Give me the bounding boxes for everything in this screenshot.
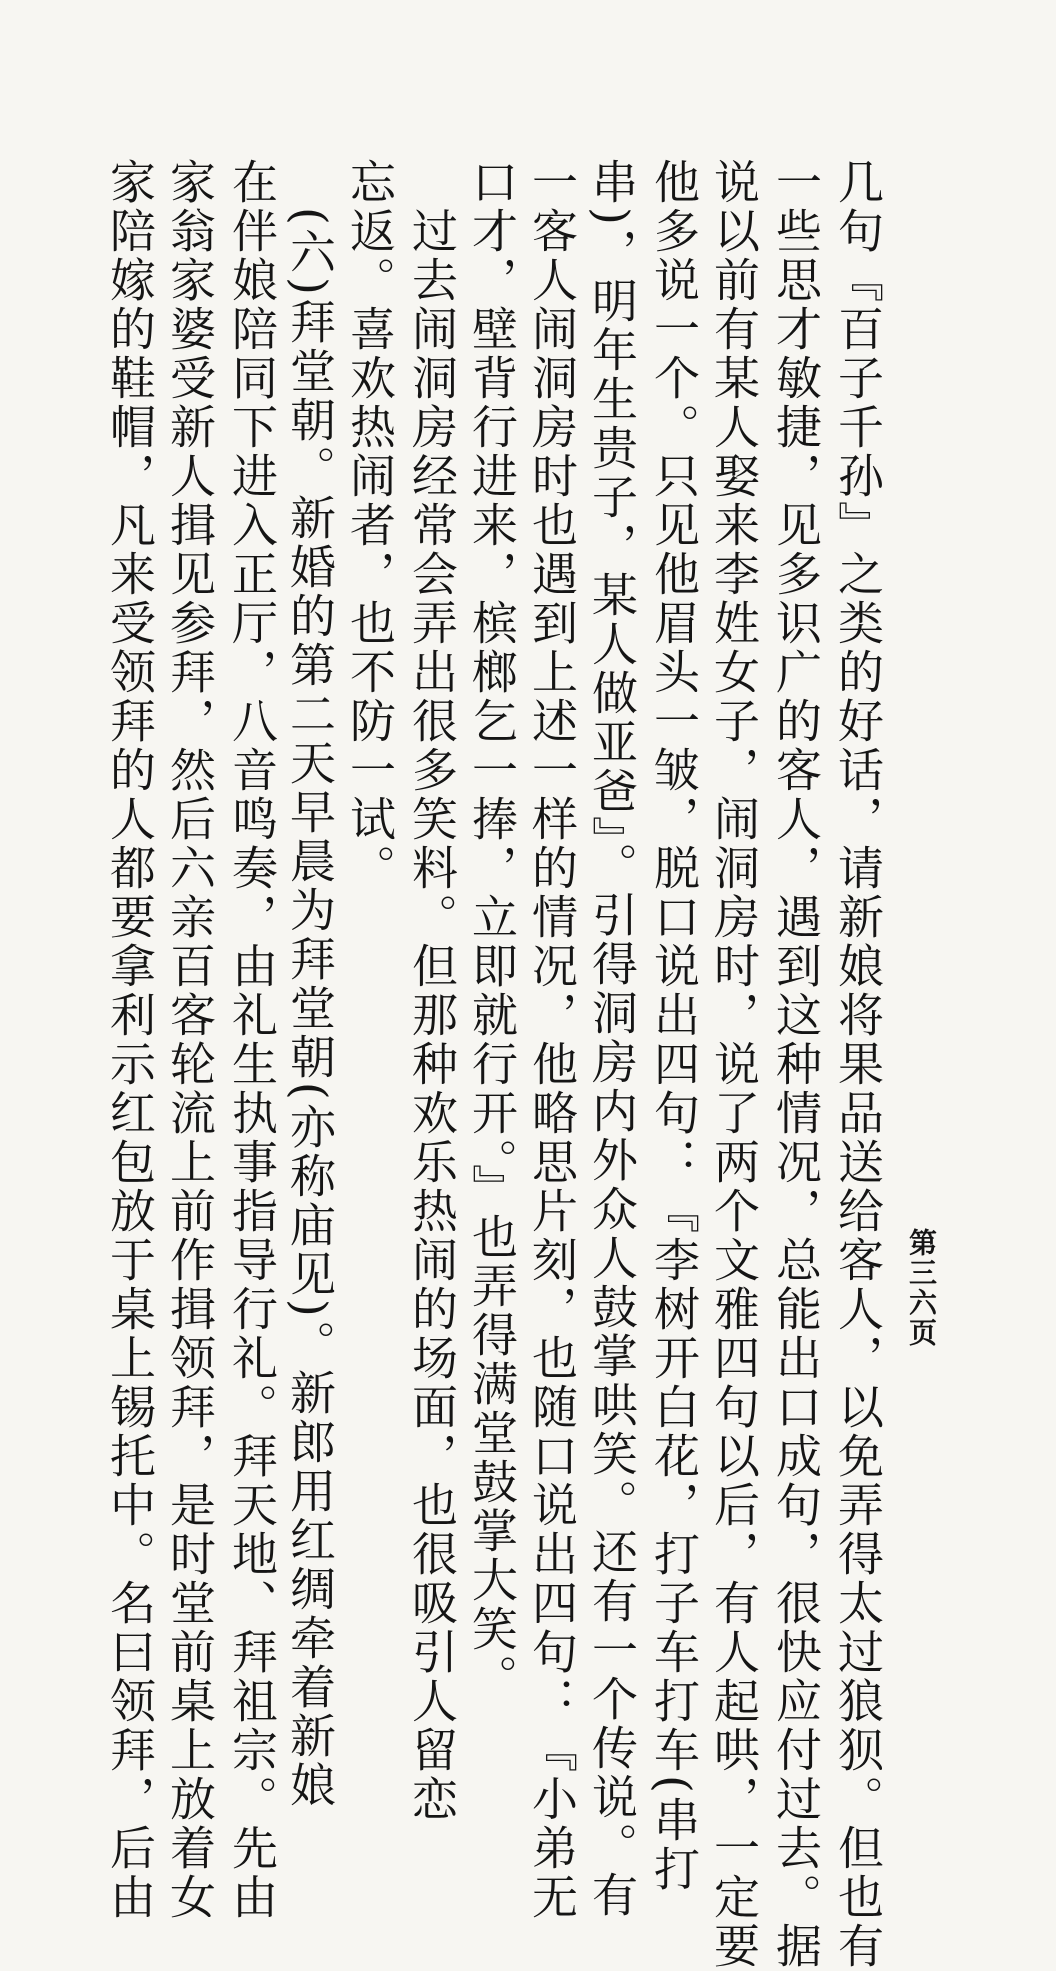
text-column-6: 一客人闹洞房时也遇到上述一样的情况，他略思片刻，也随口说出四句：『小弟无: [525, 158, 579, 1922]
text-column-4: 他多说一个。只见他眉头一皱，脱口说出四句：『李树开白花，打子车打车(串打: [647, 158, 701, 1894]
text-column-12: 家翁家婆受新人揖见参拜，然后六亲百客轮流上前作揖领拜，是时堂前桌上放着女: [163, 158, 217, 1922]
text-column-1: 几句『百子千孙』之类的好话，请新娘将果品送给客人，以免弄得太过狼狈。但也有: [831, 158, 885, 1971]
page-number: 第三六页: [905, 1228, 938, 1348]
text-column-7: 口才，壁背行进来，槟榔乞一捧，立即就行开。』也弄得满堂鼓掌大笑。: [465, 158, 519, 1703]
text-column-13: 家陪嫁的鞋帽，凡来受领拜的人都要拿利示红包放于桌上锡托中。名曰领拜，后由: [103, 158, 157, 1922]
text-column-11: 在伴娘陪同下进入正厅，八音鸣奏，由礼生执事指导行礼。拜天地、拜祖宗。先由: [225, 158, 279, 1922]
text-column-9: 忘返。喜欢热闹者，也不防一试。: [343, 158, 397, 893]
text-column-8: 过去闹洞房经常会弄出很多笑料。但那种欢乐热闹的场面，也很吸引人留恋: [405, 158, 459, 1824]
text-column-3: 说以前有某人娶来李姓女子，闹洞房时，说了两个文雅四句以后，有人起哄，一定要: [707, 158, 761, 1971]
text-column-10: (六)拜堂朝。新婚的第二天早晨为拜堂朝(亦称庙见)。新郎用红绸牵着新娘: [283, 158, 337, 1810]
text-column-2: 一些思才敏捷，见多识广的客人，遇到这种情况，总能出口成句，很快应付过去。据: [769, 158, 823, 1971]
text-column-5: 串)，明年生贵子，某人做亚爸』。引得洞房内外众人鼓掌哄笑。还有一个传说。有: [585, 158, 639, 1920]
